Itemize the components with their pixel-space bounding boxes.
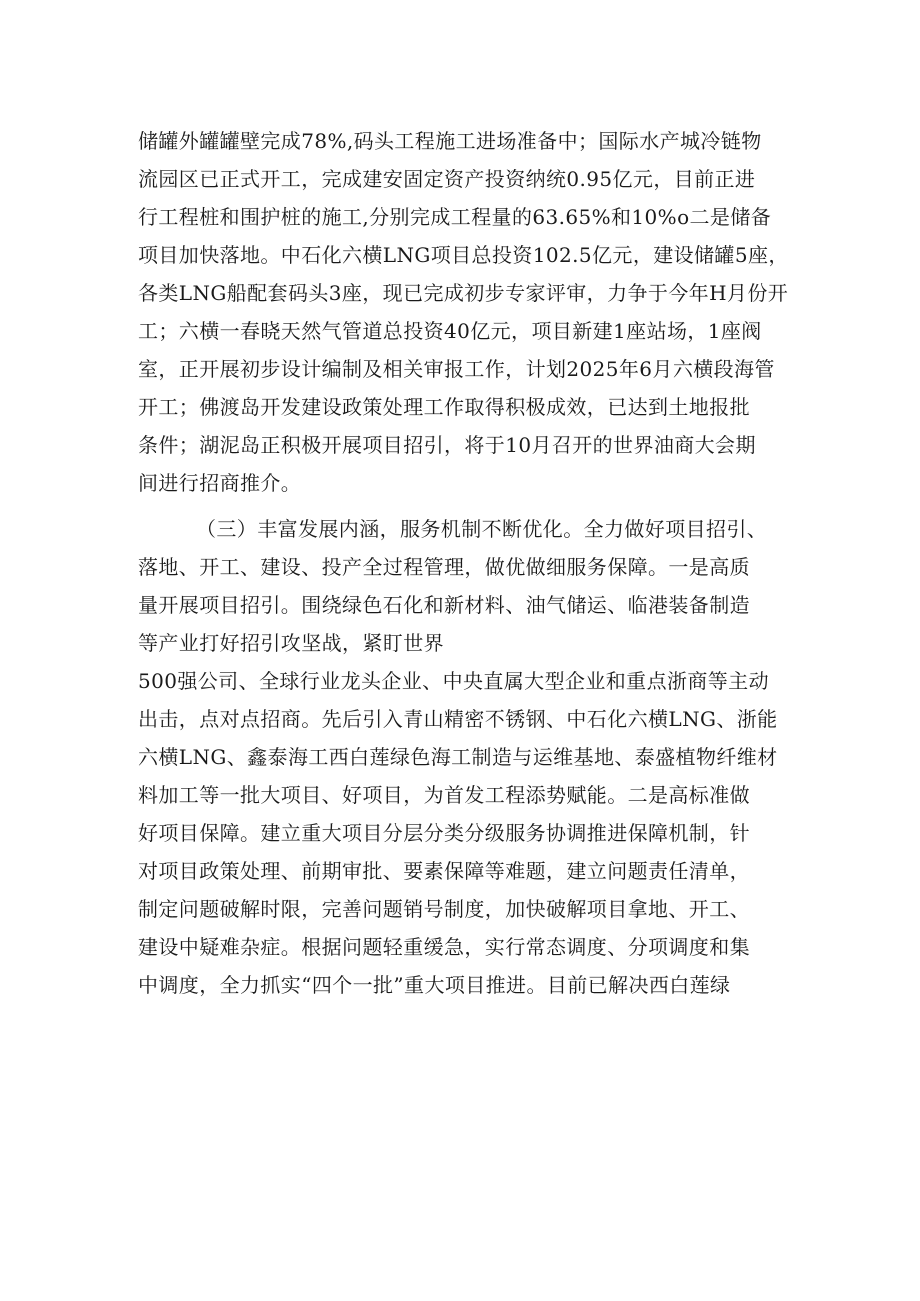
text-line: 工；六横一春晓天然气管道总投资40亿元，项目新建1座站场，1座阀	[138, 319, 762, 343]
text-line: 量开展项目招引。围绕绿色石化和新材料、油气储运、临港装备制造	[138, 593, 750, 617]
text-line: 各类LNG船配套码头3座，现已完成初步专家评审，力争于今年H月份开	[138, 281, 789, 305]
text-line: 出击，点对点招商。先后引入青山精密不锈钢、中石化六横LNG、浙能	[138, 707, 778, 731]
section-heading-line: （三）丰富发展内涵，服务机制不断优化。全力做好项目招引、	[196, 517, 768, 541]
text-line: 中调度，全力抓实“四个一批”重大项目推进。目前已解决西白莲绿	[138, 973, 731, 997]
text-line: 储罐外罐罐壁完成78%,码头工程施工进场准备中；国际水产城冷链物	[138, 129, 762, 153]
text-line: 六横LNG、鑫泰海工西白莲绿色海工制造与运维基地、泰盛植物纤维材	[138, 745, 778, 769]
text-line: 项目加快落地。中石化六横LNG项目总投资102.5亿元，建设储罐5座，	[138, 243, 789, 267]
text-line: 条件；湖泥岛正积极开展项目招引，将于10月召开的世界油商大会期	[138, 433, 756, 457]
text-line: 制定问题破解时限，完善问题销号制度，加快破解项目拿地、开工、	[138, 897, 750, 921]
text-line: 好项目保障。建立重大项目分层分类分级服务协调推进保障机制，针	[138, 821, 750, 845]
text-line: 流园区已正式开工，完成建安固定资产投资纳统0.95亿元，目前正进	[138, 167, 756, 191]
text-line: 开工；佛渡岛开发建设政策处理工作取得积极成效，已达到土地报批	[138, 395, 750, 419]
text-line: 等产业打好招引攻坚战，紧盯世界	[138, 631, 444, 655]
text-line: 落地、开工、建设、投产全过程管理，做优做细服务保障。一是高质	[138, 555, 750, 579]
text-line: 料加工等一批大项目、好项目，为首发工程添势赋能。二是高标准做	[138, 783, 750, 807]
text-line: 间进行招商推介。	[138, 471, 302, 495]
paragraph-gap	[138, 502, 798, 510]
text-line: 对项目政策处理、前期审批、要素保障等难题，建立问题责任清单，	[138, 859, 750, 883]
paragraph-1	[138, 122, 798, 502]
text-line: 室，正开展初步设计编制及相关审报工作，计划2025年6月六横段海管	[138, 357, 775, 381]
paragraph-2	[138, 510, 798, 1004]
text-line: 建设中疑难杂症。根据问题轻重缓急，实行常态调度、分项调度和集	[138, 935, 750, 959]
text-line: 行工程桩和围护桩的施工,分别完成工程量的63.65%和10%o二是储备	[138, 205, 772, 229]
text-line: 500强公司、全球行业龙头企业、中央直属大型企业和重点浙商等主动	[138, 669, 769, 693]
document-body	[138, 122, 798, 1004]
